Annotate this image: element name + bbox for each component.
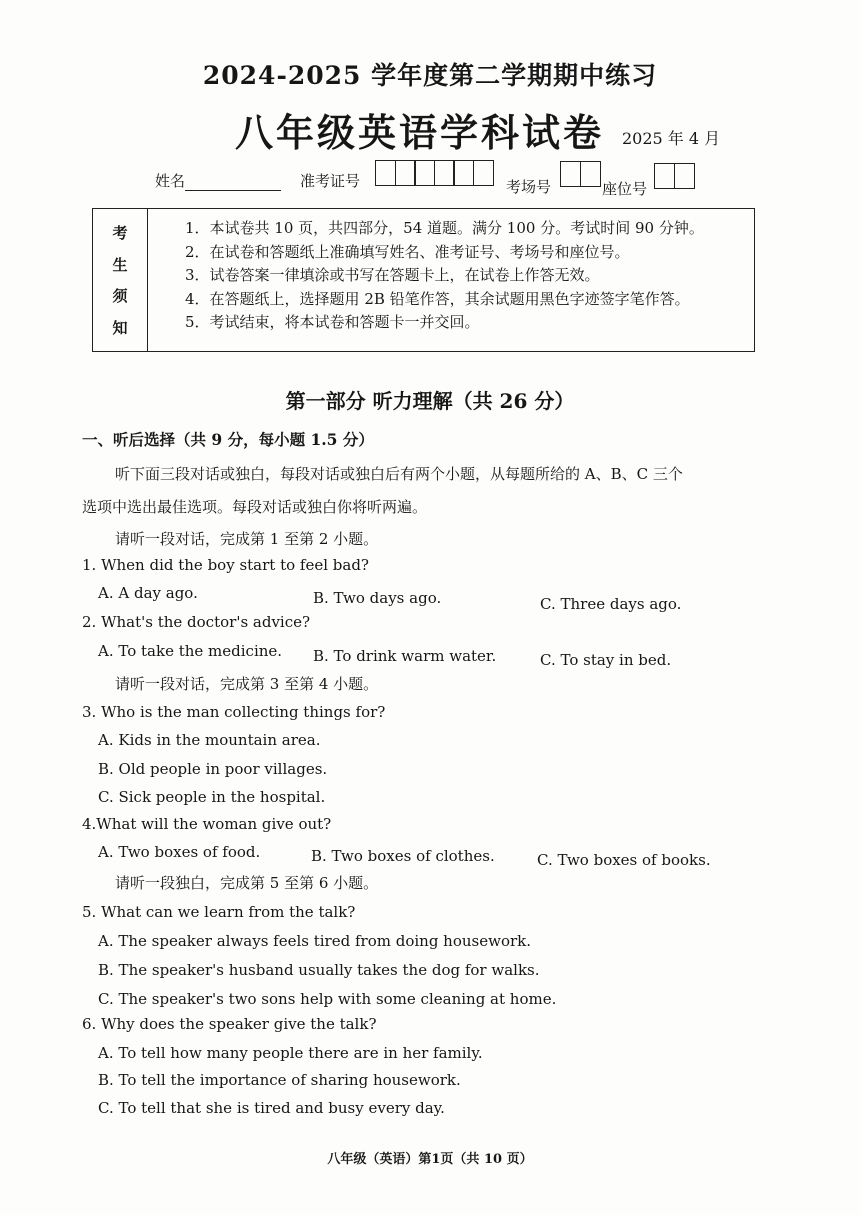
notice-item: 2．在试卷和答题纸上准确填写姓名、准考证号、考场号和座位号。 <box>185 242 630 261</box>
notice-label-char: 知 <box>112 318 128 337</box>
option-a: A. The speaker always feels tired from doing housework. <box>98 932 532 950</box>
instruction-line: 选项中选出最佳选项。每段对话或独白你将听两遍。 <box>82 498 428 516</box>
exam-id-box <box>414 160 435 186</box>
option-c: C. To tell that she is tired and busy every day. <box>98 1099 445 1117</box>
question-2: 2. What's the doctor's advice? <box>82 613 311 631</box>
option-a: A. Two boxes of food. <box>98 843 261 861</box>
notice-item: 5．考试结束，将本试卷和答题卡一并交回。 <box>185 313 480 331</box>
exam-id-label: 准考证号 <box>300 172 361 190</box>
section-title: 第一部分 听力理解（共 26 分） <box>285 389 575 413</box>
option-b: B. Two days ago. <box>313 589 442 607</box>
option-c: C. Three days ago. <box>540 595 682 613</box>
listening-prompt: 请听一段独白，完成第 5 至第 6 小题。 <box>115 874 379 892</box>
room-box <box>560 161 581 187</box>
notice-item: 1．本试卷共 10 页，共四部分，54 道题。满分 100 分。考试时间 90 分钟。 <box>185 219 704 237</box>
seat-boxes <box>654 163 693 189</box>
instruction-line: 听下面三段对话或独白，每段对话或独白后有两个小题，从每题所给的 A、B、C 三个 <box>115 465 683 483</box>
option-a: A. Kids in the mountain area. <box>98 731 321 749</box>
option-b: B. Old people in poor villages. <box>98 760 328 778</box>
subsection-title: 一、听后选择（共 9 分，每小题 1.5 分） <box>82 430 374 449</box>
option-c: C. To stay in bed. <box>540 651 672 669</box>
option-b: B. The speaker's husband usually takes the dog for walks. <box>98 961 540 979</box>
seat-box <box>654 163 675 189</box>
name-blank <box>185 176 281 191</box>
option-c: C. Sick people in the hospital. <box>98 788 326 806</box>
exam-id-boxes <box>375 160 492 186</box>
notice-label-char: 须 <box>112 287 128 306</box>
option-a: A. A day ago. <box>98 584 198 602</box>
option-a: A. To tell how many people there are in her family. <box>98 1044 483 1062</box>
option-a: A. To take the medicine. <box>98 642 283 660</box>
option-b: B. To tell the importance of sharing housework. <box>98 1071 461 1089</box>
question-3: 3. Who is the man collecting things for? <box>82 703 386 721</box>
exam-id-box <box>395 160 416 186</box>
exam-title-line2: 八年级英语学科试卷 <box>235 110 605 155</box>
exam-id-box <box>473 160 494 186</box>
notice-item: 3．试卷答案一律填涂或书写在答题卡上，在试卷上作答无效。 <box>185 266 600 284</box>
option-c: C. Two boxes of books. <box>537 851 711 869</box>
seat-box <box>674 163 695 189</box>
exam-id-box <box>375 160 396 186</box>
notice-item: 4．在答题纸上，选择题用 2B 铅笔作答，其余试题用黑色字迹签字笔作答。 <box>185 289 690 308</box>
question-6: 6. Why does the speaker give the talk? <box>82 1015 377 1033</box>
question-1: 1. When did the boy start to feel bad? <box>82 556 369 574</box>
question-5: 5. What can we learn from the talk? <box>82 903 356 921</box>
page-footer: 八年级（英语）第1页（共 10 页） <box>327 1152 533 1167</box>
room-label: 考场号 <box>506 178 552 196</box>
exam-id-box <box>453 160 474 186</box>
name-label: 姓名 <box>155 172 186 190</box>
notice-label-char: 考 <box>112 224 128 243</box>
notice-label-char: 生 <box>112 255 128 274</box>
option-b: B. Two boxes of clothes. <box>311 847 495 865</box>
option-c: C. The speaker's two sons help with some cleaning at home. <box>98 990 557 1008</box>
room-box <box>580 161 601 187</box>
option-b: B. To drink warm water. <box>313 647 497 665</box>
exam-id-box <box>434 160 455 186</box>
listening-prompt: 请听一段对话，完成第 1 至第 2 小题。 <box>115 530 379 548</box>
listening-prompt: 请听一段对话，完成第 3 至第 4 小题。 <box>115 675 379 693</box>
notice-label <box>93 209 148 351</box>
seat-label: 座位号 <box>602 180 648 198</box>
notice-items <box>185 217 704 335</box>
name-field <box>155 170 281 191</box>
exam-date: 2025 年 4 月 <box>622 129 721 148</box>
exam-title-line1: 2024-2025 学年度第二学期期中练习 <box>202 61 658 90</box>
room-boxes <box>560 161 599 187</box>
candidate-notice-box <box>92 208 755 352</box>
question-4: 4.What will the woman give out? <box>82 815 332 833</box>
